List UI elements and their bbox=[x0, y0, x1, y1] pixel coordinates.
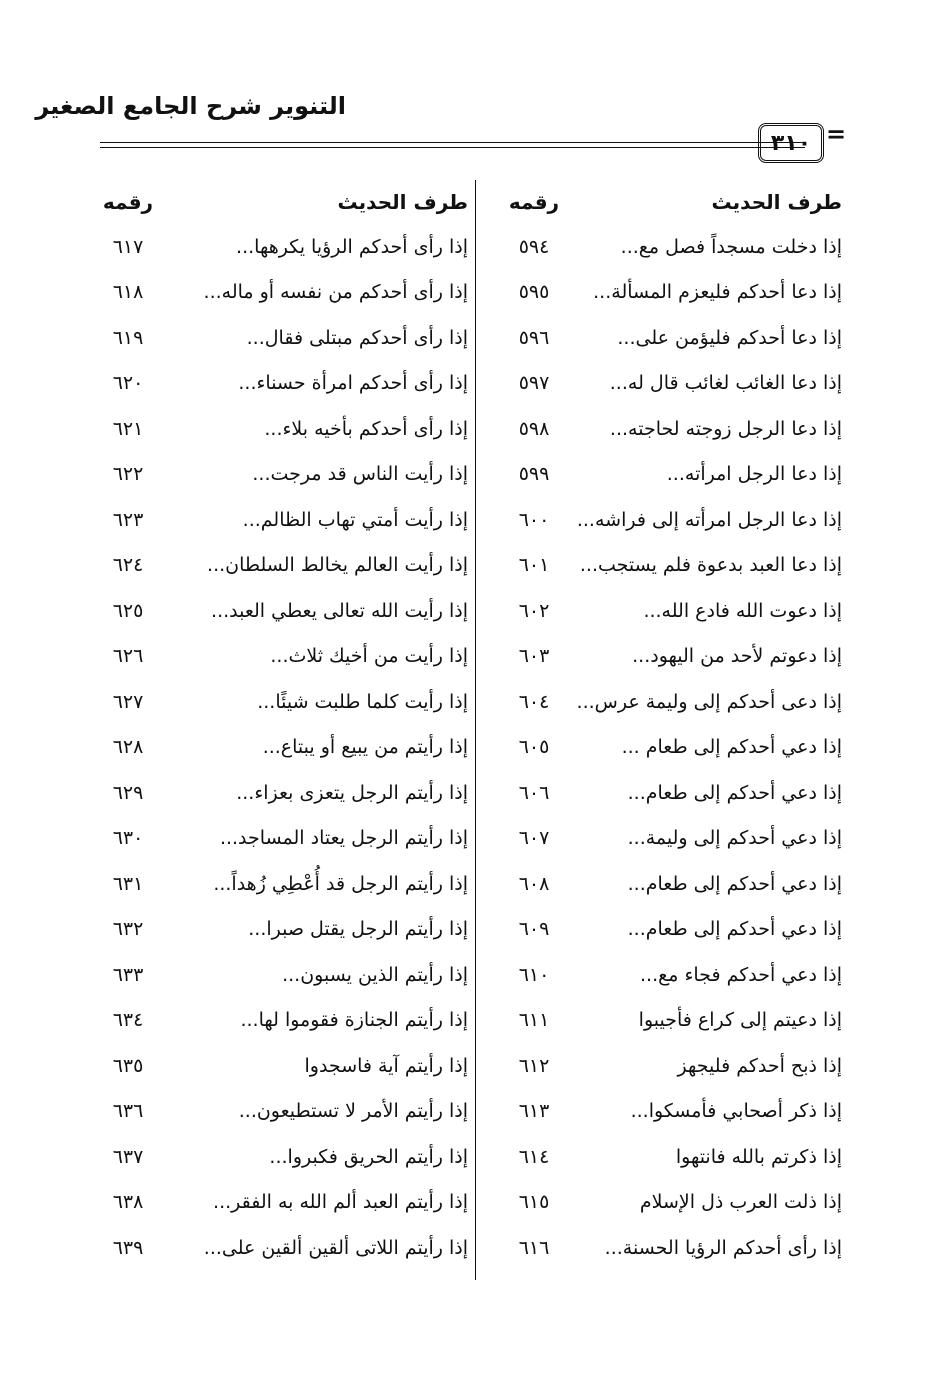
table-row bbox=[95, 998, 850, 1044]
hadith-start-left: إذا رأيتم الرجل يتعزى بعزاء... bbox=[236, 781, 468, 804]
hadith-start-right: إذا دعي أحدكم فجاء مع... bbox=[640, 963, 842, 986]
header-rule bbox=[100, 142, 805, 143]
hadith-start-left: إذا رأيتم الرجل قد أُعْطِي زُهداً... bbox=[213, 872, 468, 895]
page-header bbox=[0, 0, 945, 160]
hadith-start-right: إذا دعا الرجل زوجته لحاجته... bbox=[609, 417, 842, 440]
hadith-start-left: إذا رأى أحدكم امرأة حسناء... bbox=[238, 372, 468, 395]
hadith-start-left: إذا رأيتم الحريق فكبروا... bbox=[269, 1145, 468, 1168]
hadith-number-right: ٦٠٧ bbox=[518, 827, 550, 850]
hadith-number-right: ٥٩٦ bbox=[518, 326, 550, 349]
table-row bbox=[95, 406, 850, 452]
table-row bbox=[95, 725, 850, 771]
hadith-start-left: إذا رأى أحدكم بأخيه بلاء... bbox=[264, 417, 468, 440]
header-mark: = bbox=[826, 120, 847, 148]
hadith-start-right: إذا دخلت مسجداً فصل مع... bbox=[620, 235, 842, 258]
hadith-start-right: إذا دعي أحدكم إلى طعام... bbox=[627, 872, 842, 895]
hadith-start-left: إذا رأى أحدكم الرؤيا يكرهها... bbox=[236, 235, 468, 258]
hadith-start-left: إذا رأيت الناس قد مرجت... bbox=[252, 463, 468, 486]
hadith-number-left: ٦٢٧ bbox=[112, 690, 144, 713]
table-row bbox=[95, 361, 850, 407]
hadith-number-right: ٦٠٣ bbox=[518, 645, 550, 668]
hadith-number-left: ٦٣٧ bbox=[112, 1145, 144, 1168]
hadith-start-right: إذا دعي أحدكم إلى طعام ... bbox=[621, 736, 842, 759]
table-row bbox=[95, 1089, 850, 1135]
hadith-number-right: ٦٠٠ bbox=[518, 508, 550, 531]
hadith-start-right: إذا رأى أحدكم الرؤيا الحسنة... bbox=[604, 1236, 842, 1259]
hadith-index-table bbox=[95, 180, 850, 1271]
table-body bbox=[95, 224, 850, 1271]
hadith-start-left: إذا رأيت العالم يخالط السلطان... bbox=[207, 554, 468, 577]
hadith-start-right: إذا دعوتم لأحد من اليهود... bbox=[632, 645, 842, 668]
hadith-start-right: إذا ذكرتم بالله فانتهوا bbox=[675, 1145, 842, 1168]
hadith-start-left: إذا رأى أحدكم مبتلى فقال... bbox=[246, 326, 468, 349]
hadith-number-left: ٦٣٢ bbox=[112, 918, 144, 941]
hadith-start-right: إذا دعي أحدكم إلى طعام... bbox=[627, 918, 842, 941]
hadith-number-right: ٥٩٧ bbox=[518, 372, 550, 395]
hadith-number-right: ٦١٥ bbox=[518, 1191, 550, 1214]
hadith-number-left: ٦٣٥ bbox=[112, 1054, 144, 1077]
hadith-start-left: إذا رأيتم الرجل يعتاد المساجد... bbox=[219, 827, 468, 850]
hadith-start-left: إذا رأيت كلما طلبت شيئًا... bbox=[257, 690, 468, 713]
hadith-number-left: ٦٣٩ bbox=[112, 1236, 144, 1259]
hadith-start-right: إذا دعا الرجل امرأته... bbox=[666, 463, 842, 486]
page-number: ٣١٠ bbox=[770, 130, 812, 156]
hadith-start-left: إذا رأيتم آية فاسجدوا bbox=[304, 1054, 468, 1077]
hadith-start-right: إذا دعوت الله فادع الله... bbox=[643, 599, 842, 622]
hadith-number-left: ٦٣٦ bbox=[112, 1100, 144, 1123]
hadith-start-left: إذا رأيتم الرجل يقتل صبرا... bbox=[248, 918, 468, 941]
table-row bbox=[95, 770, 850, 816]
column-header-number-left: رقمه bbox=[102, 190, 154, 214]
hadith-start-left: إذا رأيتم الأمر لا تستطيعون... bbox=[238, 1100, 468, 1123]
hadith-number-right: ٦١٦ bbox=[518, 1236, 550, 1259]
table-row bbox=[95, 952, 850, 998]
hadith-number-left: ٦٣٣ bbox=[112, 963, 144, 986]
hadith-start-right: إذا ذكر أصحابي فأمسكوا... bbox=[630, 1100, 842, 1123]
header-rule bbox=[100, 147, 805, 148]
column-header-hadith-right: طرف الحديث bbox=[711, 190, 842, 214]
hadith-number-left: ٦٣٠ bbox=[112, 827, 144, 850]
table-row bbox=[95, 452, 850, 498]
hadith-number-right: ٥٩٩ bbox=[518, 463, 550, 486]
hadith-number-left: ٦٢٦ bbox=[112, 645, 144, 668]
hadith-number-right: ٦٠١ bbox=[518, 554, 550, 577]
table-row bbox=[95, 543, 850, 589]
table-row bbox=[95, 588, 850, 634]
table-row bbox=[95, 497, 850, 543]
page-number-box bbox=[758, 123, 824, 163]
hadith-start-right: إذا دعي أحدكم إلى وليمة... bbox=[627, 827, 842, 850]
table-row bbox=[95, 634, 850, 680]
hadith-number-left: ٦٣٨ bbox=[112, 1191, 144, 1214]
hadith-number-right: ٦١٤ bbox=[518, 1145, 550, 1168]
hadith-start-right: إذا ذبح أحدكم فليجهز bbox=[677, 1054, 842, 1077]
hadith-start-right: إذا دعا الرجل امرأته إلى فراشه... bbox=[576, 508, 842, 531]
hadith-number-left: ٦٢٥ bbox=[112, 599, 144, 622]
hadith-number-right: ٦٠٨ bbox=[518, 872, 550, 895]
hadith-start-right: إذا دعي أحدكم إلى طعام... bbox=[627, 781, 842, 804]
hadith-number-left: ٦١٧ bbox=[112, 235, 144, 258]
table-row bbox=[95, 1180, 850, 1226]
hadith-number-right: ٦٠٢ bbox=[518, 599, 550, 622]
hadith-number-left: ٦٣١ bbox=[112, 872, 144, 895]
table-row bbox=[95, 679, 850, 725]
hadith-start-right: إذا دعيتم إلى كراع فأجيبوا bbox=[638, 1009, 842, 1032]
hadith-start-left: إذا رأيت من أخيك ثلاث... bbox=[270, 645, 468, 668]
table-row bbox=[95, 907, 850, 953]
table-row bbox=[95, 315, 850, 361]
hadith-number-left: ٦١٩ bbox=[112, 326, 144, 349]
hadith-number-right: ٦٠٥ bbox=[518, 736, 550, 759]
hadith-start-right: إذا دعا أحدكم فليعزم المسألة... bbox=[593, 281, 842, 304]
hadith-number-left: ٦٢٤ bbox=[112, 554, 144, 577]
hadith-start-left: إذا رأيتم العبد ألم الله به الفقر... bbox=[213, 1191, 468, 1214]
hadith-number-right: ٦٠٦ bbox=[518, 781, 550, 804]
table-row bbox=[95, 861, 850, 907]
column-header-number-right: رقمه bbox=[508, 190, 560, 214]
hadith-number-left: ٦٢٢ bbox=[112, 463, 144, 486]
hadith-number-right: ٦٠٤ bbox=[518, 690, 550, 713]
table-row bbox=[95, 1225, 850, 1271]
book-title: التنوير شرح الجامع الصغير bbox=[35, 92, 346, 120]
hadith-number-right: ٦١٠ bbox=[518, 963, 550, 986]
hadith-number-left: ٦٢١ bbox=[112, 417, 144, 440]
hadith-number-left: ٦٢٣ bbox=[112, 508, 144, 531]
hadith-number-right: ٦٠٩ bbox=[518, 918, 550, 941]
hadith-start-right: إذا دعا أحدكم فليؤمن على... bbox=[617, 326, 842, 349]
table-row bbox=[95, 270, 850, 316]
hadith-number-right: ٥٩٨ bbox=[518, 417, 550, 440]
table-header-row bbox=[95, 180, 850, 224]
table-row bbox=[95, 1134, 850, 1180]
hadith-start-left: إذا رأيت الله تعالى يعطي العبد... bbox=[211, 599, 468, 622]
hadith-start-left: إذا رأى أحدكم من نفسه أو ماله... bbox=[203, 281, 468, 304]
hadith-start-left: إذا رأيتم الجنازة فقوموا لها... bbox=[240, 1009, 468, 1032]
hadith-number-left: ٦٢٨ bbox=[112, 736, 144, 759]
hadith-start-left: إذا رأيتم الذين يسبون... bbox=[282, 963, 468, 986]
hadith-number-right: ٥٩٥ bbox=[518, 281, 550, 304]
hadith-number-right: ٥٩٤ bbox=[518, 235, 550, 258]
hadith-start-left: إذا رأيتم من يبيع أو يبتاع... bbox=[262, 736, 468, 759]
hadith-number-right: ٦١١ bbox=[518, 1009, 550, 1032]
hadith-number-left: ٦٣٤ bbox=[112, 1009, 144, 1032]
hadith-start-right: إذا دعى أحدكم إلى وليمة عرس... bbox=[576, 690, 842, 713]
table-row bbox=[95, 224, 850, 270]
table-row bbox=[95, 1043, 850, 1089]
hadith-number-left: ٦٢٠ bbox=[112, 372, 144, 395]
hadith-number-left: ٦٢٩ bbox=[112, 781, 144, 804]
hadith-number-right: ٦١٢ bbox=[518, 1054, 550, 1077]
hadith-start-left: إذا رأيت أمتي تهاب الظالم... bbox=[242, 508, 468, 531]
hadith-start-left: إذا رأيتم اللاتى ألقين ألقين على... bbox=[203, 1236, 468, 1259]
hadith-number-right: ٦١٣ bbox=[518, 1100, 550, 1123]
column-header-hadith-left: طرف الحديث bbox=[337, 190, 468, 214]
hadith-start-right: إذا دعا الغائب لغائب قال له... bbox=[609, 372, 842, 395]
hadith-start-right: إذا ذلت العرب ذل الإسلام bbox=[639, 1191, 842, 1214]
table-row bbox=[95, 816, 850, 862]
hadith-number-left: ٦١٨ bbox=[112, 281, 144, 304]
hadith-start-right: إذا دعا العبد بدعوة فلم يستجب... bbox=[579, 554, 842, 577]
